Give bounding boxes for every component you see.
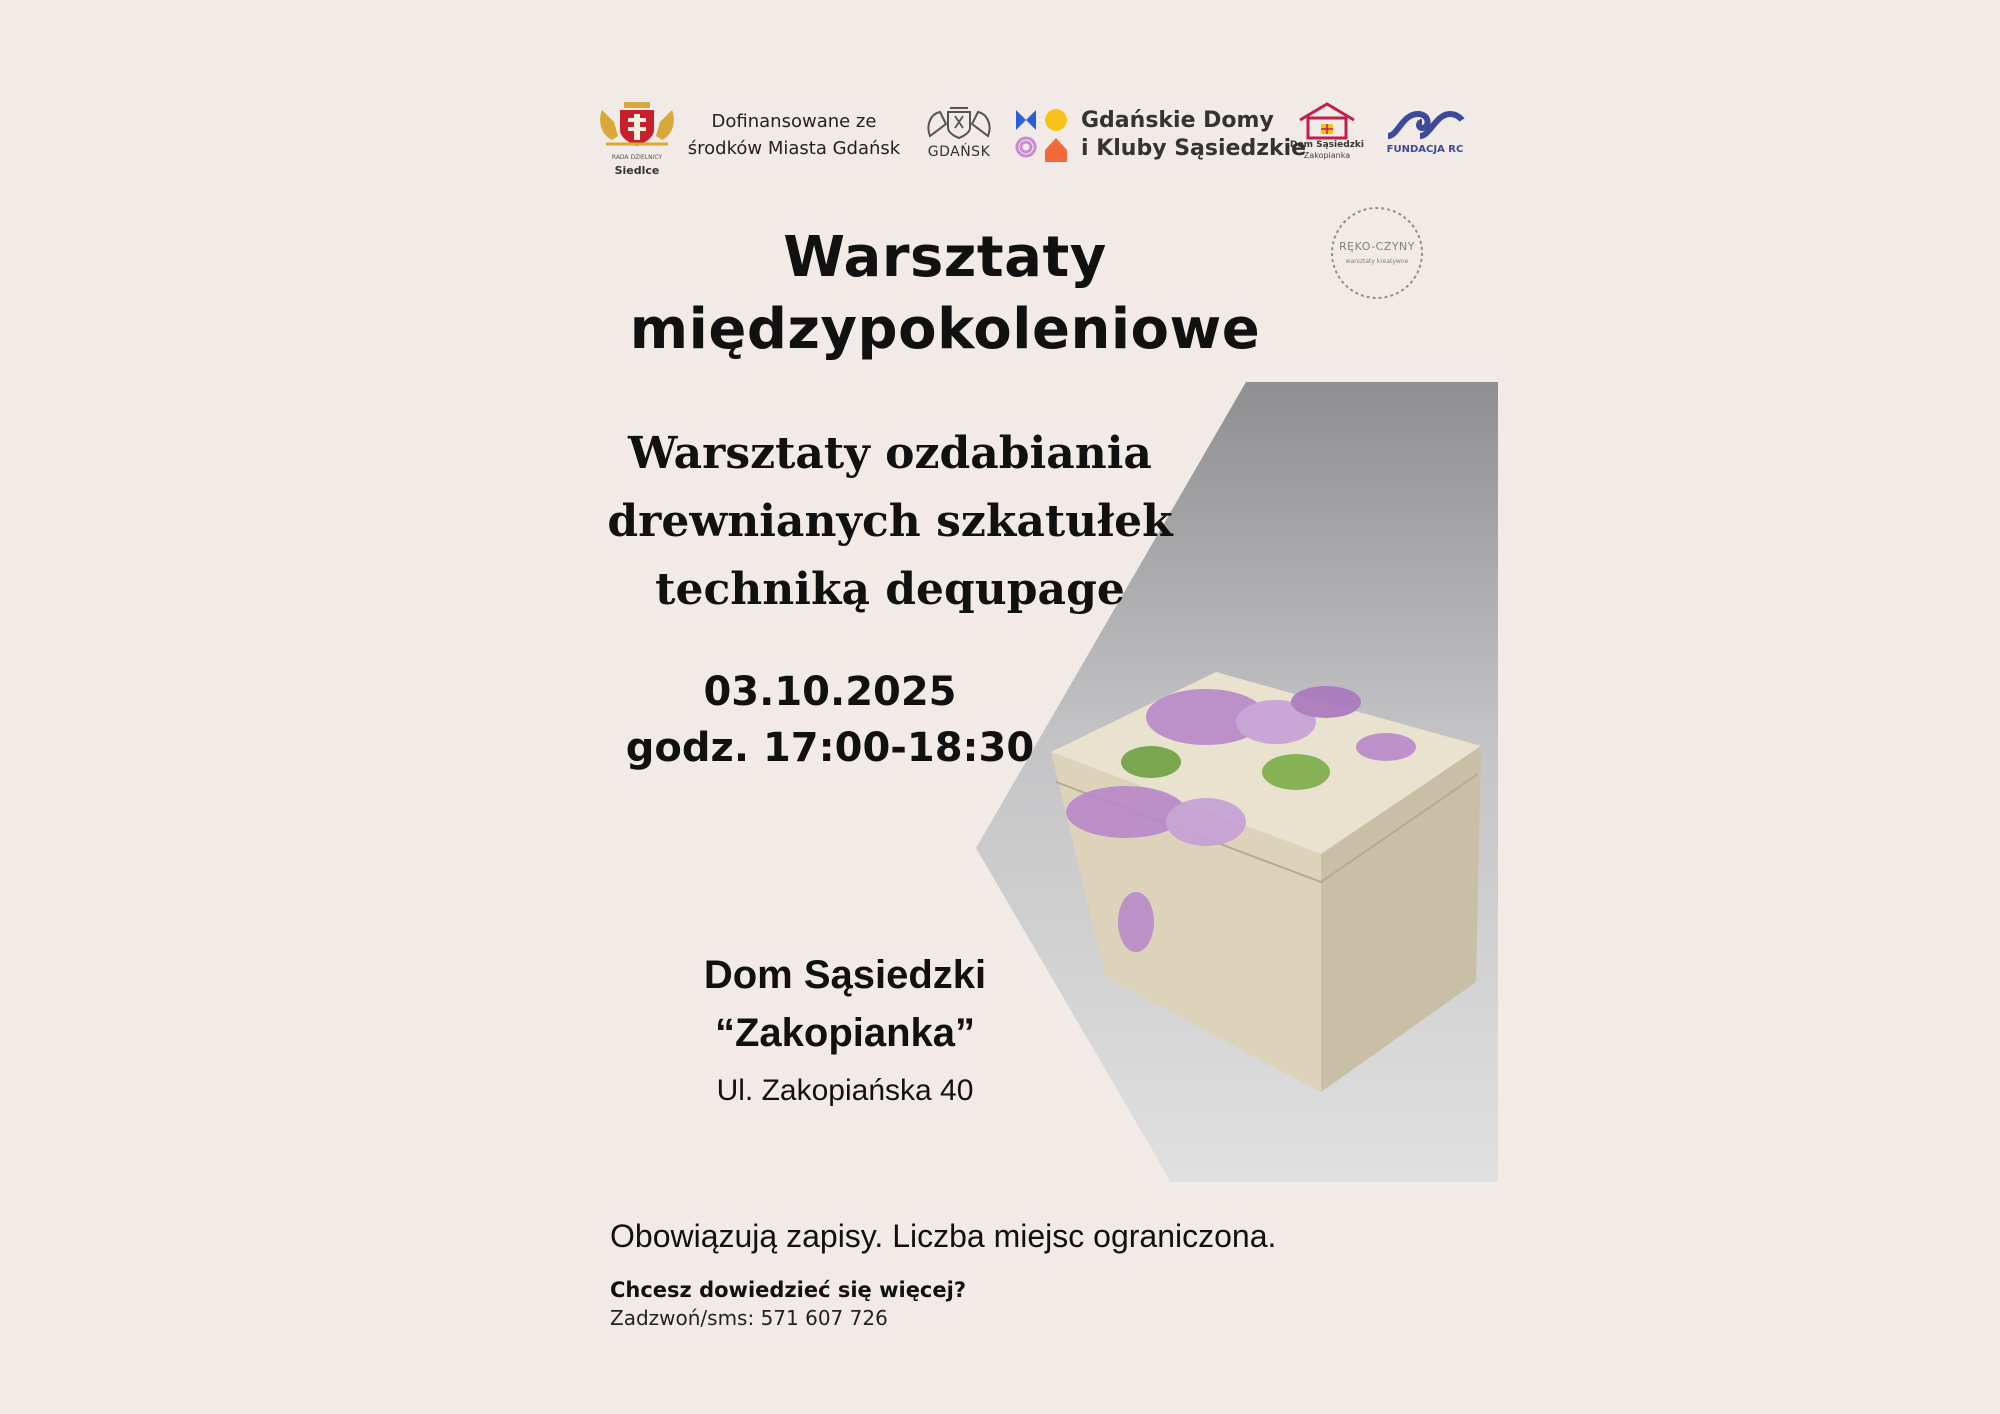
- gdk-line-1: Gdańskie Domy: [1081, 108, 1274, 133]
- rada-label-top: RADA DZIELNICY: [611, 154, 663, 161]
- funding-notice: [684, 108, 904, 162]
- venue-name: [660, 946, 1030, 1062]
- stamp-circle-icon: [1328, 204, 1426, 302]
- title-line-2: międzypokoleniowe: [629, 297, 1261, 362]
- funding-line-1: Dofinansowane ze: [711, 111, 877, 132]
- reko-czyny-stamp: [1328, 204, 1426, 302]
- dom-label-line-1: Dom Sąsiedzki: [1289, 140, 1365, 150]
- dom-label-line-2: Zakopianka: [1303, 151, 1351, 160]
- subtitle-line-1: Warsztaty ozdabiania: [628, 428, 1152, 479]
- funding-line-2: środków Miasta Gdańsk: [687, 138, 901, 159]
- page-title: [560, 222, 1330, 366]
- coat-of-arms-icon: [596, 100, 678, 148]
- dom-sasiedzki-logo: [1288, 100, 1366, 164]
- title-line-1: Warsztaty: [783, 225, 1107, 290]
- gdansk-label: GDAŃSK: [927, 144, 991, 160]
- event-datetime: [620, 664, 1040, 776]
- signup-notice: Obowiązują zapisy. Liczba miejsc ograniczona.: [610, 1218, 1277, 1254]
- gdk-shapes-icon: [1014, 106, 1070, 164]
- rada-dzielnicy-logo: [596, 100, 678, 184]
- fundacja-label: FUNDACJA RC: [1386, 144, 1464, 155]
- fundacja-rc-logo: [1384, 108, 1466, 158]
- gdk-logo: [1014, 104, 1307, 166]
- event-time: godz. 17:00-18:30: [625, 725, 1035, 771]
- subtitle-line-3: techniką dequpage: [655, 564, 1125, 615]
- more-info-heading: Chcesz dowiedzieć się więcej?: [610, 1278, 967, 1302]
- venue-line-2: “Zakopianka”: [714, 1011, 976, 1055]
- rada-label-bottom: Siedlce: [614, 164, 660, 177]
- wave-icon: [1384, 108, 1466, 140]
- venue-address: Ul. Zakopiańska 40: [716, 1074, 974, 1107]
- workshop-subtitle: [600, 420, 1180, 624]
- subtitle-line-2: drewnianych szkatułek: [607, 496, 1173, 547]
- gdansk-crest-icon: [922, 106, 996, 140]
- house-icon: [1288, 100, 1366, 140]
- gdansk-logo: [922, 106, 996, 162]
- gdk-line-2: i Kluby Sąsiedzkie: [1081, 136, 1307, 161]
- contact-phone[interactable]: Zadzwoń/sms: 571 607 726: [610, 1306, 888, 1330]
- venue-line-1: Dom Sąsiedzki: [703, 953, 987, 997]
- event-date: 03.10.2025: [703, 669, 957, 715]
- stamp-line-2: warsztaty kreatywne: [1345, 258, 1409, 265]
- stamp-line-1: RĘKO-CZYNY: [1338, 240, 1416, 253]
